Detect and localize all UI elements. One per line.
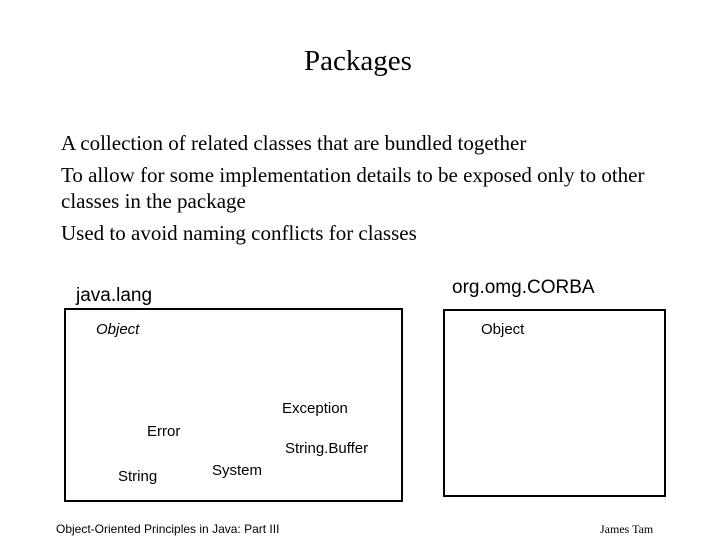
- bullet-item: A collection of related classes that are bundled together: [61, 131, 527, 155]
- class-exception: Exception: [282, 400, 348, 417]
- class-object-java-lang: Object: [96, 321, 140, 338]
- package-label-java-lang: java.lang: [76, 285, 153, 306]
- bullet-item: To allow for some implementation details to be exposed only to other classes in the package: [61, 163, 645, 213]
- class-string-buffer: String.Buffer: [285, 440, 369, 457]
- footer-author: James Tam: [600, 522, 654, 536]
- class-string: String: [118, 468, 158, 485]
- footer-course-title: Object-Oriented Principles in Java: Part III: [56, 522, 280, 536]
- bullet-item: Used to avoid naming conflicts for classes: [61, 221, 417, 245]
- bullet-list: [61, 130, 681, 246]
- class-system: System: [212, 462, 263, 479]
- package-label-org-omg-corba: org.omg.CORBA: [452, 277, 595, 298]
- class-error: Error: [147, 423, 181, 440]
- org-omg-corba-package-box: [443, 309, 666, 497]
- slide-title: Packages: [304, 45, 412, 77]
- class-object-org-omg-corba: Object: [481, 321, 525, 338]
